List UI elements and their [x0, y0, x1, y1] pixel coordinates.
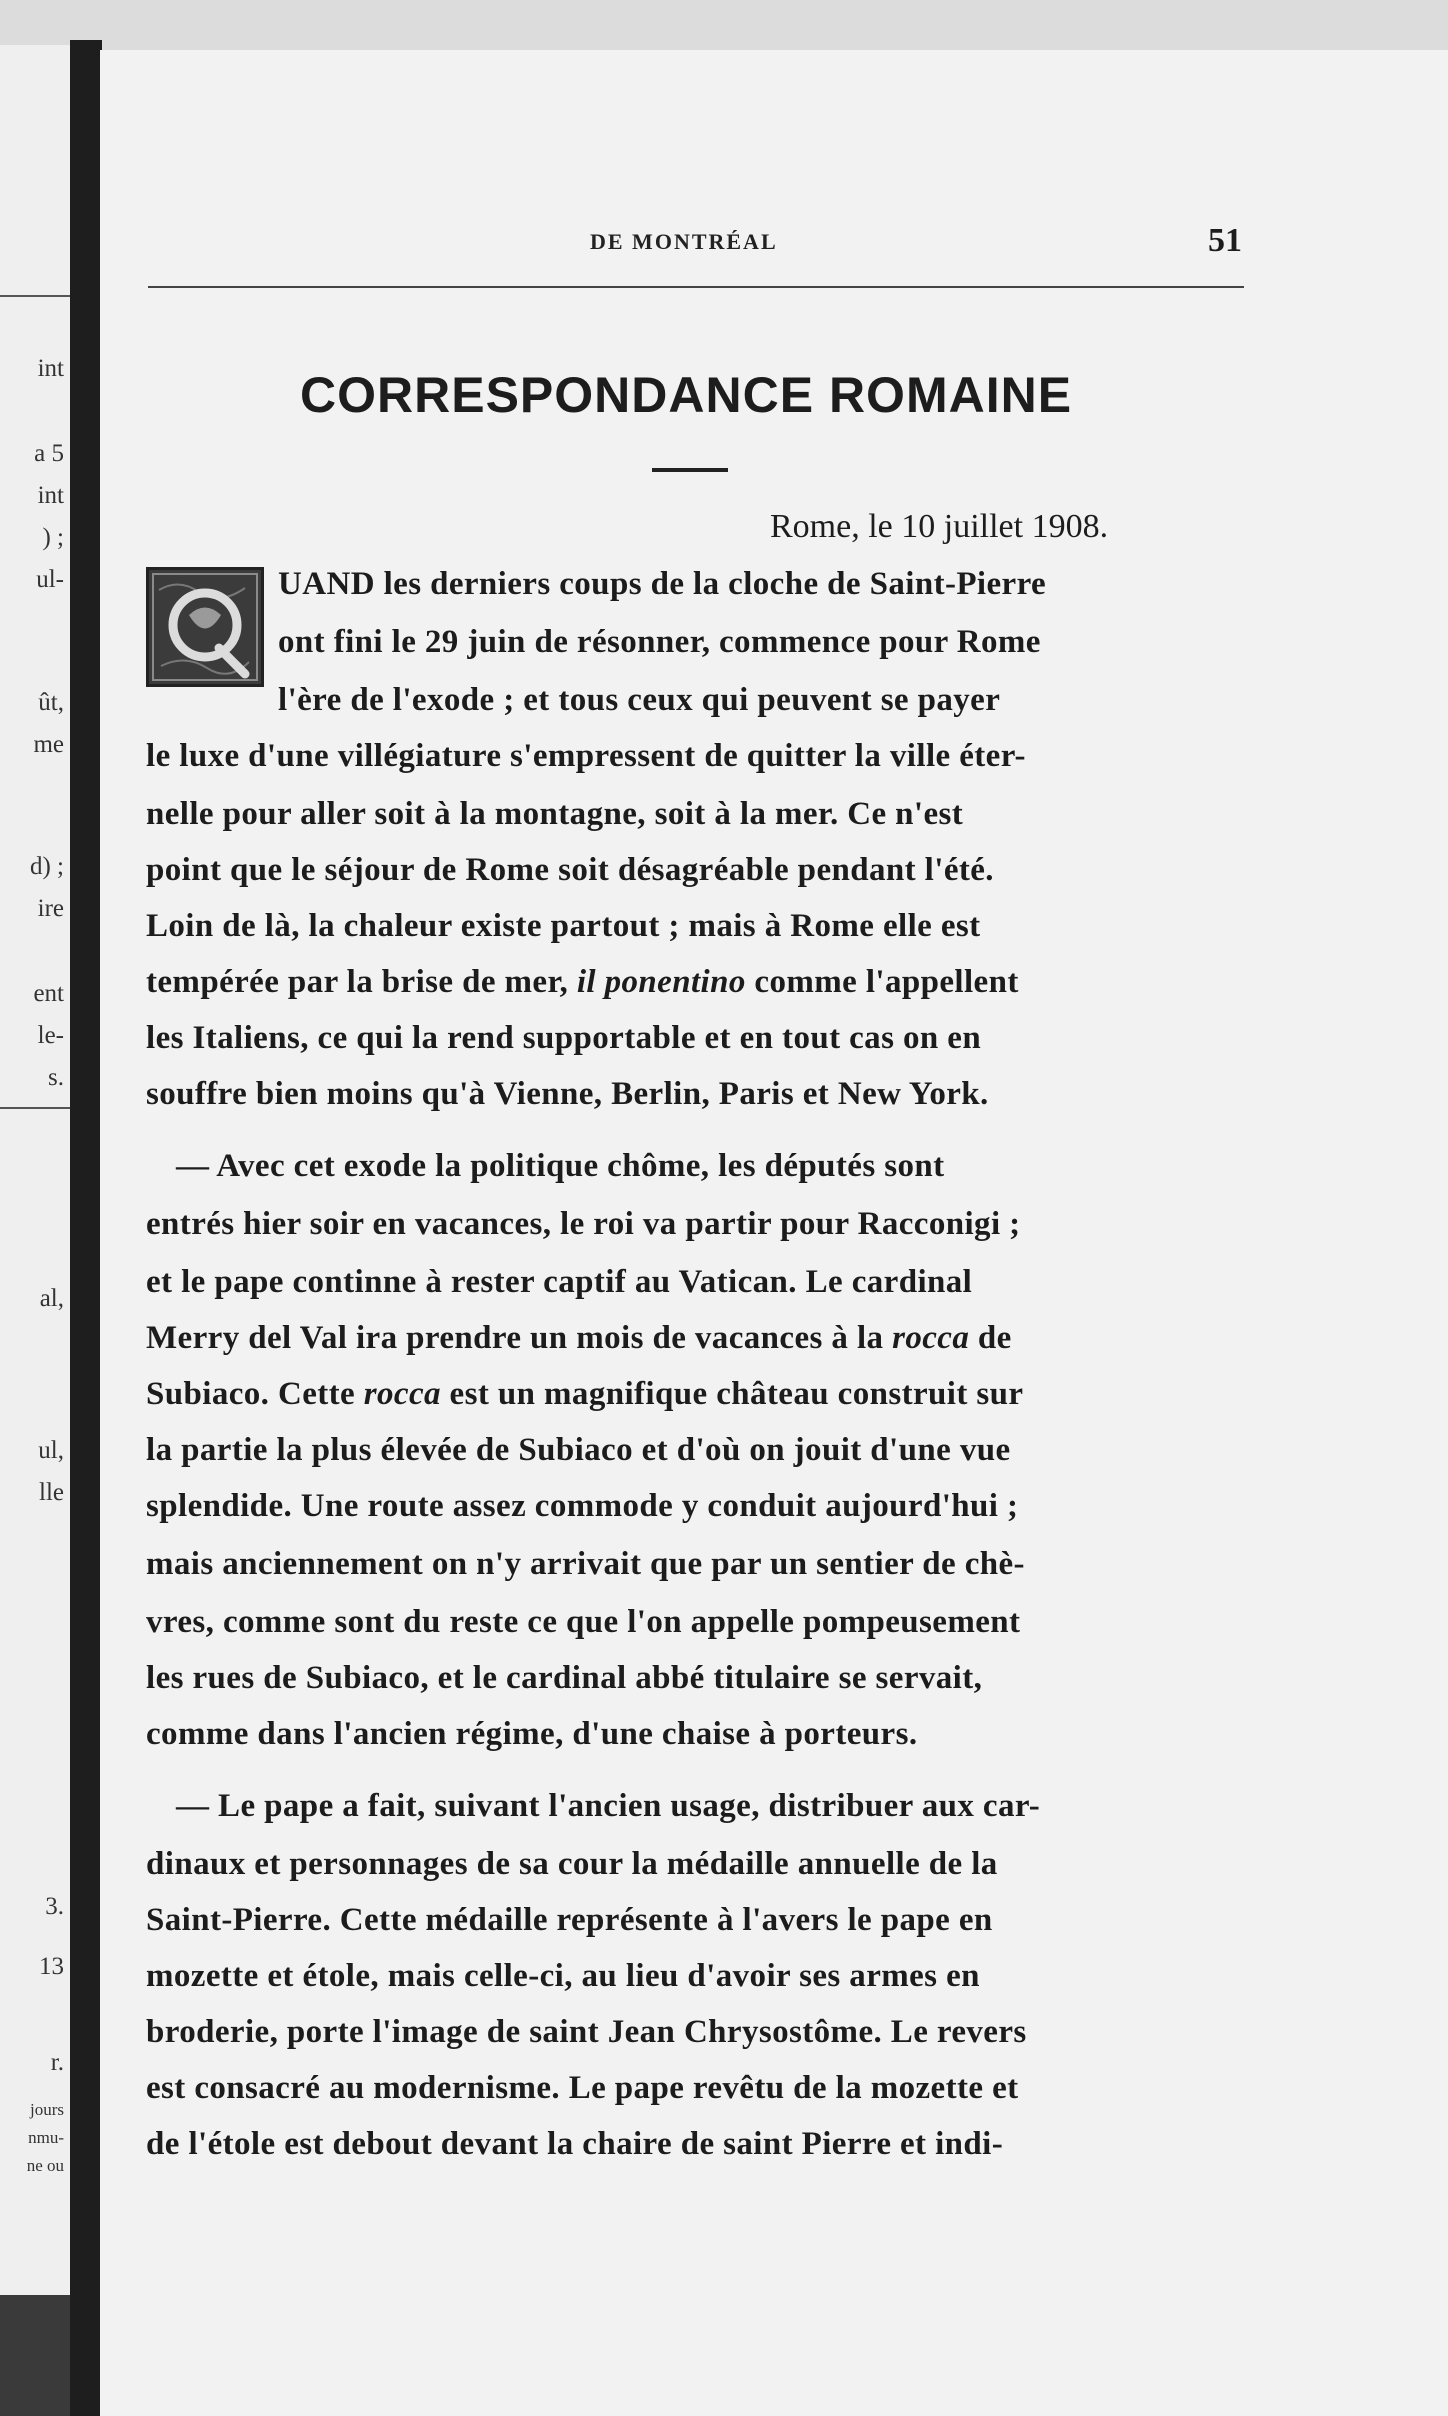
text-line: l'ère de l'exode ; et tous ceux qui peuvent se payer [278, 682, 1001, 718]
text-line: mais anciennement on n'y arrivait que par un sentier de chè- [146, 1546, 1025, 1582]
dateline: Rome, le 10 juillet 1908. [770, 508, 1109, 545]
margin-fragment: ent [33, 980, 64, 1007]
text-segment: comme l'appellent [754, 964, 1019, 1000]
margin-fragment: 3. [45, 1893, 64, 1920]
text-line: point que le séjour de Rome soit désagréable pendant l'été. [146, 852, 994, 888]
margin-fragment: nmu- [28, 2128, 64, 2147]
text-line [146, 964, 1019, 1001]
text-line: souffre bien moins qu'à Vienne, Berlin, Paris et New York. [146, 1076, 989, 1112]
text-segment: Subiaco. Cette [146, 1376, 356, 1412]
margin-fragment: jours [30, 2100, 64, 2119]
book-gutter [70, 40, 102, 2416]
facing-page-rule [0, 1107, 70, 1109]
text-line: Loin de là, la chaleur existe partout ; mais à Rome elle est [146, 908, 981, 944]
margin-fragment: ul, [38, 1437, 64, 1464]
text-line: ont fini le 29 juin de résonner, commence pour Rome [278, 624, 1041, 660]
margin-fragment: me [33, 731, 64, 758]
article-title: CORRESPONDANCE ROMAINE [300, 367, 1073, 423]
text-line: splendide. Une route assez commode y conduit aujourd'hui ; [146, 1488, 1019, 1524]
margin-fragment: ul- [36, 566, 64, 593]
margin-fragment: d) ; [29, 853, 64, 880]
text-line: — Avec cet exode la politique chôme, les députés sont [176, 1148, 945, 1184]
text-line: mozette et étole, mais celle-ci, au lieu d'avoir ses armes en [146, 1958, 980, 1994]
text-line: nelle pour aller soit à la montagne, soit à la mer. Ce n'est [146, 796, 964, 832]
italic-term: rocca [363, 1376, 441, 1412]
margin-fragment: 13 [39, 1953, 64, 1980]
facing-page-edge [0, 45, 73, 2295]
text-segment: est un magnifique château construit sur [449, 1376, 1024, 1412]
margin-fragment: a 5 [34, 440, 64, 467]
text-line: broderie, porte l'image de saint Jean Chrysostôme. Le revers [146, 2014, 1027, 2050]
text-line: et le pape continne à rester captif au Vatican. Le cardinal [146, 1264, 973, 1300]
text-line: le luxe d'une villégiature s'empressent de quitter la ville éter- [146, 738, 1026, 774]
margin-fragment: ire [37, 895, 64, 922]
text-line [146, 1376, 1023, 1413]
text-line: la partie la plus élevée de Subiaco et d'où on jouit d'une vue [146, 1432, 1011, 1468]
margin-fragment: ne ou [26, 2156, 64, 2175]
text-segment: Merry del Val ira prendre un mois de vacances à la [146, 1320, 884, 1356]
margin-fragment: ût, [38, 689, 64, 716]
text-line: les Italiens, ce qui la rend supportable et en tout cas on en [146, 1020, 982, 1056]
text-line: vres, comme sont du reste ce que l'on appelle pompeusement [146, 1604, 1021, 1640]
margin-fragment: ) ; [42, 524, 64, 551]
ornamental-drop-cap [146, 567, 264, 687]
title-rule [652, 468, 728, 472]
margin-fragment: r. [50, 2049, 64, 2076]
margin-fragment: lle [39, 1479, 64, 1506]
facing-page-rule [0, 295, 70, 297]
text-line: — Le pape a fait, suivant l'ancien usage, distribuer aux car- [176, 1788, 1041, 1824]
text-line: entrés hier soir en vacances, le roi va partir pour Racconigi ; [146, 1206, 1021, 1242]
italic-term: il ponentino [576, 964, 746, 1000]
text-segment: tempérée par la brise de mer, [146, 964, 569, 1000]
text-line: comme dans l'ancien régime, d'une chaise à porteurs. [146, 1716, 918, 1752]
text-line: est consacré au modernisme. Le pape revêtu de la mozette et [146, 2070, 1019, 2106]
margin-fragment: int [37, 482, 64, 509]
italic-term: rocca [892, 1320, 970, 1356]
text-line: Saint-Pierre. Cette médaille représente à l'avers le pape en [146, 1902, 993, 1938]
header-rule [148, 286, 1244, 288]
margin-fragment: al, [39, 1285, 64, 1312]
text-segment: de [977, 1320, 1012, 1356]
page-number: 51 [1208, 222, 1242, 259]
margin-fragment: int [37, 355, 64, 382]
text-line: dinaux et personnages de sa cour la médaille annuelle de la [146, 1846, 998, 1882]
text-line [146, 1320, 1012, 1357]
running-head: DE MONTRÉAL [590, 229, 778, 254]
text-line: les rues de Subiaco, et le cardinal abbé titulaire se servait, [146, 1660, 983, 1696]
margin-fragment: le- [37, 1022, 64, 1049]
margin-fragment: s. [48, 1064, 64, 1091]
text-line: UAND les derniers coups de la cloche de Saint-Pierre [278, 566, 1047, 602]
text-line: de l'étole est debout devant la chaire de saint Pierre et indi- [146, 2126, 1004, 2162]
